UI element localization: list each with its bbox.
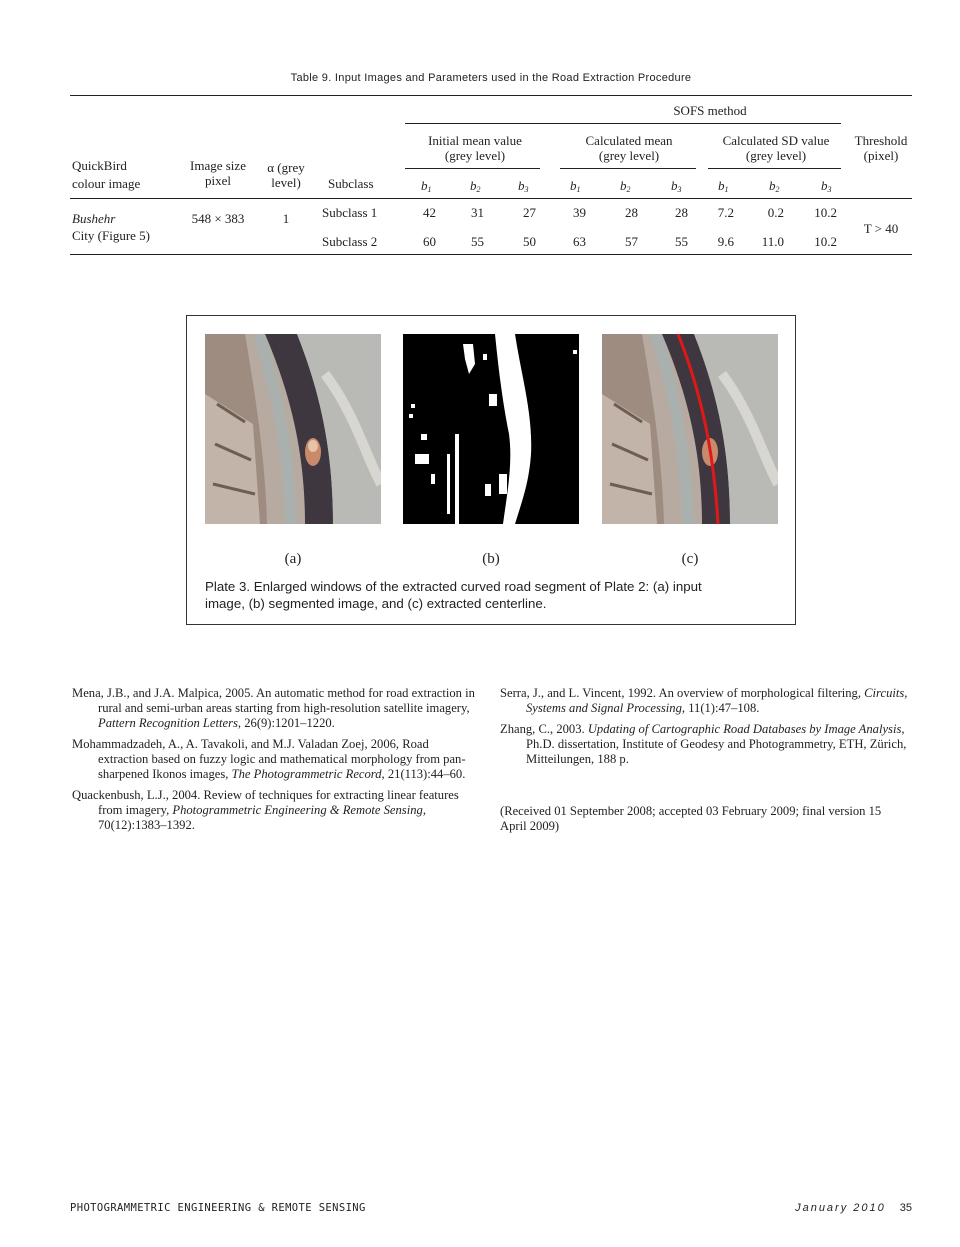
alpha-value: 1 — [282, 211, 290, 226]
page-number: 35 — [899, 1202, 912, 1214]
value-cell: 27 — [523, 205, 536, 220]
value-cell: 28 — [675, 205, 688, 220]
table-top-rule — [70, 95, 912, 96]
value-cell: 57 — [625, 234, 638, 249]
value-cell: 0.2 — [767, 205, 784, 220]
initial-rule — [405, 168, 540, 169]
plate-image-b-segmented — [403, 334, 579, 524]
sofs-rule — [405, 123, 841, 124]
initial-mean-header: Initial mean value (grey level) — [428, 133, 522, 163]
subclass-header: Subclass — [328, 176, 374, 191]
received-dates: (Received 01 September 2008; accepted 03 February 2009; final version 15 April 2009) — [500, 804, 882, 833]
value-cell: 11.0 — [761, 234, 784, 249]
calculated-sd-header: Calculated SD value (grey level) — [722, 133, 830, 163]
reference-entry: Mena, J.B., and J.A. Malpica, 2005. An automatic method for road extraction in rural and semi-urban areas starting from high-resolution satellite imagery, Pattern Recognition Letters, 26(9):1201–1220. — [72, 686, 475, 730]
reference-entry: Serra, J., and L. Vincent, 1992. An overview of morphological filtering, Circuits, Systems and Signal Processing, 11(1):47–108. — [500, 686, 908, 715]
value-cell: 50 — [523, 234, 536, 249]
table-header-rule — [70, 198, 912, 199]
band-header: $b_1$ — [570, 178, 581, 194]
page-footer-right — [795, 1202, 912, 1214]
value-cell: 55 — [471, 234, 484, 249]
subclass-cell: Subclass 2 — [322, 234, 378, 249]
band-header: $b_3$ — [821, 178, 832, 194]
value-cell: 9.6 — [717, 234, 734, 249]
band-header: $b_2$ — [620, 178, 631, 194]
plate-label-b: (b) — [482, 551, 500, 567]
value-cell: 55 — [675, 234, 688, 249]
band-header: $b_3$ — [671, 178, 682, 194]
value-cell: 39 — [573, 205, 586, 220]
threshold-header: Threshold (pixel) — [854, 133, 908, 163]
references-left-column — [72, 686, 478, 839]
image-name: Bushehr City (Figure 5) — [72, 211, 150, 243]
image-size-value: 548 × 383 — [191, 211, 245, 226]
value-cell: 42 — [423, 205, 436, 220]
quickbird-header: QuickBird colour image — [72, 158, 141, 191]
reference-entry: Quackenbush, L.J., 2004. Review of techniques for extracting linear features from imagery, Photogrammetric Engineering & Remote Sensing, 70(12):1383–1392. — [72, 788, 459, 832]
value-cell: 10.2 — [814, 205, 837, 220]
band-header: $b_3$ — [518, 178, 529, 194]
calcmean-rule — [560, 168, 696, 169]
value-cell: 28 — [625, 205, 638, 220]
band-header: $b_2$ — [470, 178, 481, 194]
reference-entry: Zhang, C., 2003. Updating of Cartographic Road Databases by Image Analysis, Ph.D. dissertation, Institute of Geodesy and Photogrammetry, ETH, Zürich, Mitteilungen, 188 p. — [500, 722, 907, 766]
reference-entry: Mohammadzadeh, A., A. Tavakoli, and M.J. Valadan Zoej, 2006, Road extraction based on fuzzy logic and mathematical morphology from pan-sharpened Ikonos images, The Photogrammetric Record, 21(113):44–60. — [72, 737, 466, 781]
image-size-header: Image size pixel — [190, 158, 246, 188]
band-header: $b_1$ — [718, 178, 729, 194]
calcsd-rule — [708, 168, 841, 169]
value-cell: 7.2 — [717, 205, 734, 220]
plate-image-a-input — [205, 334, 381, 524]
alpha-header: α (grey level) — [267, 160, 305, 190]
references-right-column — [500, 686, 912, 773]
band-header: $b_1$ — [421, 178, 432, 194]
value-cell: 60 — [423, 234, 436, 249]
value-cell: 63 — [573, 234, 586, 249]
plate-label-a: (a) — [284, 551, 302, 567]
issue-date: January 2010 — [795, 1202, 886, 1214]
plate-label-c: (c) — [681, 551, 699, 567]
value-cell: 31 — [471, 205, 484, 220]
subclass-cell: Subclass 1 — [322, 205, 378, 220]
table-title: Table 9. Input Images and Parameters used in the Road Extraction Procedure — [290, 72, 692, 84]
sofs-method-header: SOFS method — [673, 103, 747, 118]
journal-name: PHOTOGRAMMETRIC ENGINEERING & REMOTE SENSING — [70, 1202, 366, 1214]
threshold-value: T > 40 — [863, 221, 899, 236]
table-bottom-rule — [70, 254, 912, 255]
band-header: $b_2$ — [769, 178, 780, 194]
value-cell: 10.2 — [814, 234, 837, 249]
calculated-mean-header: Calculated mean (grey level) — [585, 133, 673, 163]
plate-caption: Plate 3. Enlarged windows of the extracted curved road segment of Plate 2: (a) input image, (b) segmented image, and (c) extracted centerline. — [205, 579, 702, 611]
plate-image-c-centerline — [602, 334, 778, 524]
